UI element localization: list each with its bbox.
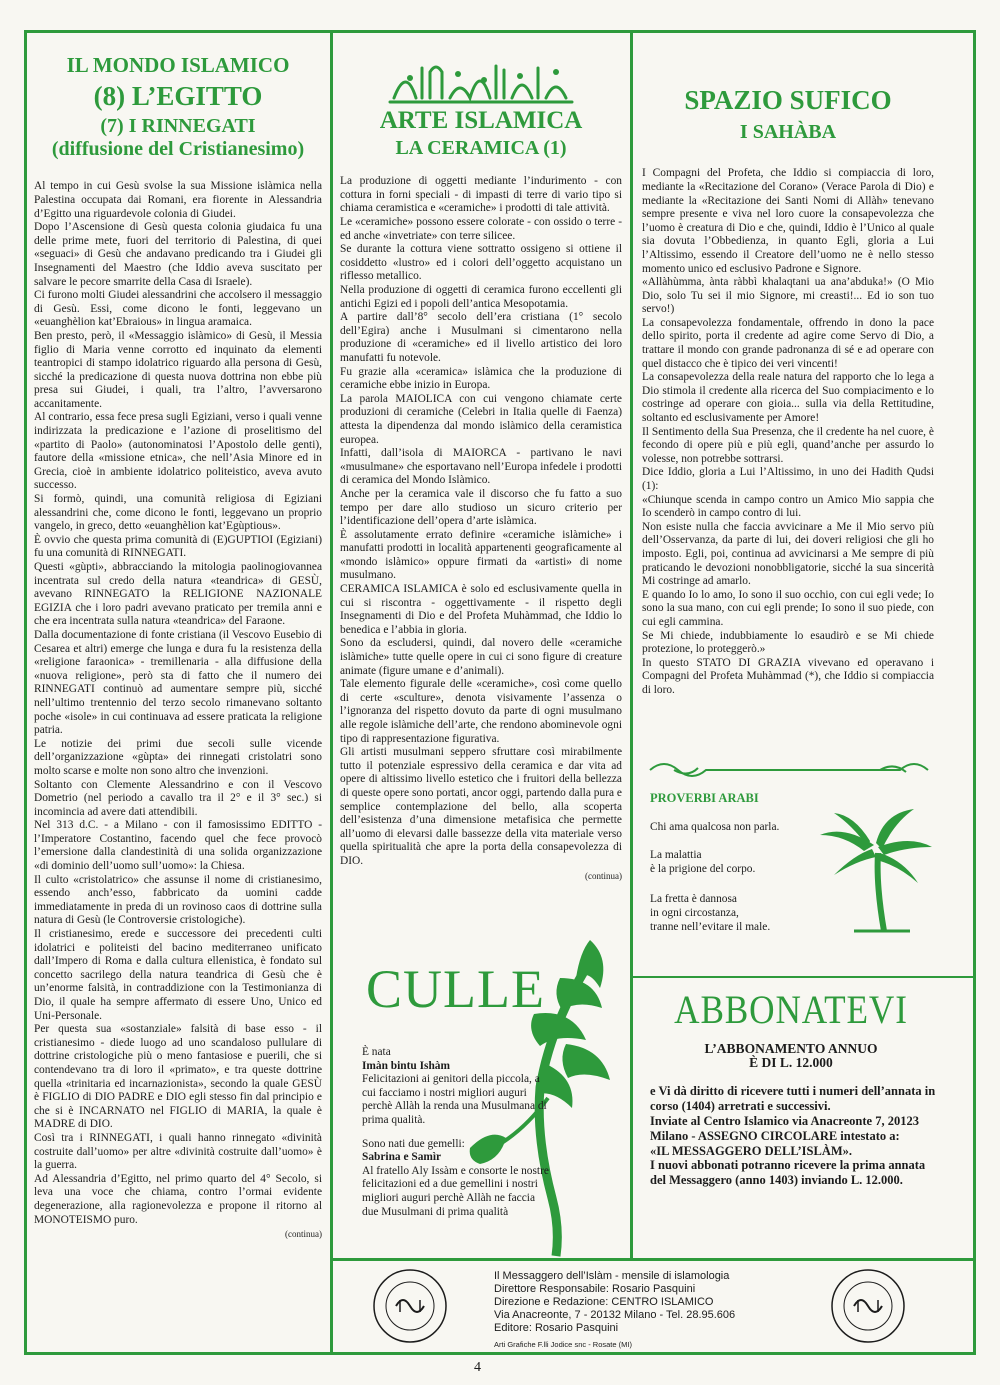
- details-line: «IL MESSAGGERO DELL’ISLÀM».: [650, 1143, 853, 1158]
- culle-line: [362, 1128, 552, 1138]
- article-subtitle-2: (diffusione del Cristianesimo): [51, 138, 305, 161]
- paragraph: Tale elemento figurale delle «ceramiche», così come quello di certe «sculture», denota visivamente l’assenza o l’ignoranza del rispetto dovuto da parte di ogni musulmano alle regole islàmiche dell’arte, che rendono abominevole ogni tipo di rappresentazione figurativa.: [340, 678, 622, 745]
- article-title: ARTE ISLAMICA: [379, 107, 583, 134]
- article-body: [642, 167, 934, 697]
- article-title: SPAZIO SUFICO: [684, 85, 892, 115]
- page-number: 4: [474, 1360, 481, 1375]
- paragraph: Infatti, dall’isola di MAIORCA - partivano le navi «musulmane» che esportavano nell’Europa infedele i prodotti di ceramica del Mondo Islàmico.: [340, 447, 622, 487]
- printer-credit: Arti Grafiche F.lli Jodice snc - Rosate (MI): [494, 1340, 632, 1349]
- paragraph: Le notizie dei primi due secoli sulle vicende dell’organizzazione «gùpta» dei rinnegati cristolatri sono molto scarse e molte non sono altro che invenzioni.: [34, 737, 322, 777]
- paragraph: Ad Alessandria d’Egitto, nel primo quarto del 4° Secolo, si leva una voce che chiama, contro l’ormai evidente degenerazione, alla ragionevolezza e propone il ritorno al MONOTEISMO puro.: [34, 1172, 322, 1226]
- culle-title: CULLE: [366, 959, 545, 1019]
- abbonatevi-divider: [630, 976, 976, 978]
- masthead-line: Il Messaggero dell’Islàm - mensile di islamologia: [494, 1270, 730, 1282]
- details-line: Inviate al Centro Islamico via Anacreonte 7, 20123 Milano - ASSEGNO CIRCOLARE intestato a:: [650, 1113, 919, 1143]
- seal-left-icon: [370, 1266, 450, 1346]
- paragraph: Anche per la ceramica vale il discorso che fu fatto a suo tempo per dare allo studioso un sicuro criterio per l’identificazione dell’opera d’arte islàmica.: [340, 487, 622, 528]
- culle-line: Sono nati due gemelli:: [362, 1137, 465, 1150]
- paragraph: È ovvio che questa prima comunità di (E)GUPTIOI (Egiziani) fu una comunità di RINNEGATI.: [34, 533, 322, 560]
- paragraph: Per questa sua «sostanziale» falsità di base esso - il cristianesimo - diede luogo ad uno scandaloso pullulare di dottrine cristologiche più o meno fantasiose e puerili, che si contendevano tra di loro il «primato», e tra queste dottrine quella «trinitaria ed incarnazionista», secondo la quale GESÙ è FIGLIO di DIO PADRE e DIO egli stesso fin dal principio e che si è INCARNATO nel FIGLIO di MARIA, la quale è MADRE di DIO.: [34, 1023, 322, 1131]
- culle-line: Al fratello Aly Issàm e consorte le nostre felicitazioni ed a due gemellini i nostri migliori auguri perchè Allàh ne faccia due Musulmani di prima qualità: [362, 1164, 549, 1218]
- column-divider-right: [630, 30, 633, 1260]
- continued-note: (continua): [585, 870, 622, 881]
- paragraph: Fu grazie alla «ceramica» islàmica che la produzione di ceramiche ebbe inizio in Europa.: [340, 365, 622, 392]
- subscription-line: L’ABBONAMENTO ANNUO: [704, 1041, 878, 1056]
- article-subtitle: (7) I RINNEGATI: [100, 115, 256, 138]
- paragraph: E quando Io lo amo, Io sono il suo occhio, con cui egli vede; Io sono la sua mano, con cui egli prende; Io sono il suo piede, con cui egli cammina.: [642, 588, 934, 628]
- paragraph: I Compagni del Profeta, che Iddio si compiaccia di loro, mediante la «Recitazione del Corano» (Verace Parola di Dio) e mediante la «Recitazione dei Santi Nomi di Allàh» tenevano sempre presente e viva nel loro cuore la consapevolezza che l’uomo è creatura di Dio e che, quindi, Iddio è l’Unico al quale sia dovuta l’Obbedienza, in quanto Egli, gloria a Lui l’Altissimo, essendo il Creatore dell’uomo ne è nello stesso momento unico ed esclusivo Padrone e Signore.: [642, 167, 934, 275]
- paragraph: La parola MAIOLICA con cui vengono chiamate certe produzioni di ceramiche (Celebri in Italia quelle di Faenza) attesta la dipendenza dal mondo islàmico della ceramistica europea.: [340, 392, 622, 446]
- paragraph: Sono da escludersi, quindi, dal novero delle «ceramiche islàmiche» tutte quelle opere in cui ci sono figure di creature animate (figure umane e d’animali).: [340, 637, 622, 677]
- flourish-divider-icon: [644, 758, 934, 782]
- culle-section: [340, 938, 622, 1258]
- article-title: (8) L’EGITTO: [93, 81, 263, 112]
- details-line: e Vi dà diritto di ricevere tutti i numeri dell’annata in corso (1404) arretrati e successivi.: [650, 1084, 936, 1114]
- culle-line: È nata: [362, 1046, 391, 1058]
- seal-right-icon: [828, 1266, 908, 1346]
- footer-divider: [330, 1258, 976, 1261]
- paragraph: Dalla documentazione di fonte cristiana (il Vescovo Eusebio di Cesarea et altri) emerge che lunga e dura fu la resistenza della «religione faraonica» - tremillenaria - alla diffusione della «nuova religione», però sta di fatto che il numero dei RINNEGATI continuò ad aumentare sempre più, sicché nell’ultimo trentennio del terzo secolo rimanevano soltanto poche «isole» in cui continuava ad essere praticata la religione patria.: [34, 628, 322, 737]
- paragraph: Gli artisti musulmani seppero sfruttare così mirabilmente tutto il potenziale espressivo della ceramica e dar vita ad opere di altissimo livello estetico che i fruitori della bellezza di queste opere sono portati, ancor oggi, partendo dalla pura e semplice contemplazione del bello, alla scoperta dell’esistenza d’una dimensione metafisica che permette all’uomo di elevarsi dalle bassezze della vita materiale verso quella spiritualità che apre la porta della consapevolezza di DIO.: [340, 746, 622, 867]
- paragraph: Il Sentimento della Sua Presenza, che il credente ha nel cuore, è fecondo di opere più e più egli, quand’anche per assurdo lo volesse, non potrebbe sottrarsi.: [642, 425, 934, 465]
- article-subtitle: I SAHÀBA: [739, 121, 837, 144]
- paragraph: La consapevolezza fondamentale, offrendo in dono la pace dello spirito, porta il credente ad agire come Servo di Dio, a trattare il mondo con grande padronanza di sé e ad operare con quel distacco che è tipico dei veri vincenti!: [642, 316, 934, 370]
- paragraph: Al tempo in cui Gesù svolse la sua Missione islàmica nella Palestina occupata dai Romani, era fiorente in Alessandria d’Egitto una riguardevole colonia di Giudei.: [34, 180, 322, 220]
- abbonatevi-title: ABBONATEVI: [674, 987, 908, 1032]
- paragraph: Si formò, quindi, una comunità religiosa di Egiziani alessandrini che, come dicono le fonti, leggevano un proprio vangelo, in greco, detto «euanghèlion kat’Egùptious».: [34, 493, 322, 533]
- paragraph: Se durante la cottura viene sottratto ossigeno si ottiene il cosiddetto «lustro» ed i colori dell’oggetto acquistano un riflesso metallico.: [340, 243, 622, 283]
- details-line: I nuovi abbonati potranno ricevere la prima annata del Messaggero (anno 1403) inviando L. 12.000.: [650, 1158, 926, 1188]
- masthead-line: Editore: Rosario Pasquini: [494, 1322, 619, 1334]
- paragraph: Non esiste nulla che faccia avvicinare a Me il Mio servo più dell’Osservanza, da parte di lui, dei doveri religiosi che gli ho imposto. Egli, poi, continua ad avvicinarsi a Me sempre di più praticando le devozioni nonobbligatorie, sicché la sua sincerità Mi costringe ad amarlo.: [642, 520, 934, 588]
- article-body: [34, 180, 322, 1227]
- paragraph: Così tra i RINNEGATI, i quali hanno rinnegato «divinità costruite dall’uomo» per altre «divinità costruite dall’uomo» è la guerra.: [34, 1131, 322, 1172]
- section-kicker: IL MONDO ISLAMICO: [66, 53, 290, 77]
- paragraph: Il cristianesimo, erede e successore dei precedenti culti idolatrici e politeisti del bacino mediterraneo unificato dall’Impero di Roma e dalla cultura ellenistica, è fondato sul concetto sacrilego della natura teandrica di Gesù che è un’enorme falsità, in contraddizione con la Testimonianza di Dio, il quale ha sempre affermato di essere Uno, Unico ed Uni-Personale.: [34, 928, 322, 1022]
- culle-line: Felicitazioni ai genitori della piccola, a cui facciamo i nostri migliori auguri perchè Allàh la renda una Musulmana di prima qualità.: [362, 1073, 547, 1126]
- subscription-price: È DI L. 12.000: [749, 1055, 833, 1071]
- continued-note: (continua): [285, 1229, 322, 1240]
- column-spazio-sufico: [642, 48, 934, 698]
- paragraph: «Chiunque scenda in campo contro un Amico Mio sappia che Io scenderò in campo contro di lui.: [642, 493, 934, 520]
- column-divider-left: [330, 30, 333, 1355]
- paragraph: Questi «gùpti», abbracciando la mitologia paolinogiovannea incentrata sul credo della natura «teandrica» di GESÙ, avevano RINNEGATO la RELIGIONE NAZIONALE EGIZIA che i loro padri avevano praticato per tremila anni e che era incentrata sulla natura «teandrica» del Faraone.: [34, 561, 322, 628]
- paragraph: «Allàhùmma, ànta ràbbì khalaqtani ua ana’abduka!» (O Mio Dio, solo Tu sei il mio Signore, mi creasti!... Ed io son tuo servo!): [642, 276, 934, 316]
- paragraph: Ci furono molti Giudei alessandrini che accolsero il messaggio di Gesù. Essi, come dicono le fonti, leggevano un «euanghèlion kat’Ebraious» in lingua aramaica.: [34, 289, 322, 329]
- paragraph: Nella produzione di oggetti di ceramica furono eccellenti gli antichi Egizi ed i popoli dell’antica Mesopotamia.: [340, 284, 622, 310]
- masthead-text: [494, 1270, 735, 1335]
- proverb-line: La fretta è dannosa: [650, 893, 737, 905]
- paragraph: Se Mi chiede, indubbiamente lo esaudirò e se Mi chiede protezione, lo proteggerò.»: [642, 629, 934, 656]
- subscription-details: [650, 1084, 936, 1188]
- paragraph: Al contrario, essa fece presa sugli Egiziani, verso i quali venne indirizzata la predicazione e l’azione di proselitismo del «partito di Paolo» (autonominatosi l’Apostolo delle genti), fautore della «missione etnica», che nell’Asia Minore ed in Grecia, cioè in ambiente idolatrico politeistico, aveva avuto successo.: [34, 411, 322, 492]
- masthead-line: Direzione e Redazione: CENTRO ISLAMICO: [494, 1296, 714, 1308]
- proverb-line: Chi ama qualcosa non parla.: [650, 821, 780, 833]
- paragraph: Dopo l’Ascensione di Gesù questa colonia giudaica fu una delle prime mete, fuori del territorio di Palestina, di quei «seguaci» di Gesù che andavano predicando tra i Giudei gli Insegnamenti del Maestro (che Iddio aveva suscitato per salvare le pecore smarrite della Casa di Israele).: [34, 221, 322, 288]
- culle-name: Imàn bintu Ishàm: [362, 1059, 450, 1072]
- column-mondo-islamico: [34, 48, 322, 1239]
- article-subtitle: LA CERAMICA (1): [395, 137, 567, 160]
- paragraph: La produzione di oggetti mediante l’indurimento - con cottura in forni speciali - di impasti di terre di vario tipo si chiama ceramistica e «ceramiche» i prodotti di tale attività.: [340, 175, 622, 215]
- proverb-line: è la prigione del corpo.: [650, 863, 756, 875]
- paragraph: Nel 313 d.C. - a Milano - con il famosissimo EDITTO - l’Imperatore Costantino, facendo quel che fece provocò l’emersione dalla clandestinità di una solida organizzazione «di dominio dell’uomo sull’uomo»: la Chiesa.: [34, 819, 322, 873]
- paragraph: La consapevolezza della reale natura del rapporto che lo lega a Dio stimola il credente alla ricerca del Suo compiacimento e lo costringe ad operare con gioia... sulla via della Rettitudine, soltanto ed esclusivamente per Amore!: [642, 371, 934, 425]
- paragraph: Dice Iddio, gloria a Lui l’Altissimo, in uno dei Hadith Qudsi (1):: [642, 466, 934, 492]
- paragraph: Le «ceramiche» possono essere colorate - con ossido o terre - ed anche «invetriate» con terre silicee.: [340, 216, 622, 242]
- column-arte-islamica: [340, 48, 622, 881]
- paragraph: A partire dall’8° secolo dell’era cristiana (1° secolo dell’Egira) anche i Musulmani si cimentarono nella produzione di «ceramiche» ed il livello artistico dei loro manufatti fu notevole.: [340, 311, 622, 364]
- abbonatevi-section: [646, 987, 936, 1188]
- paragraph: Il culto «cristolatrico» che assunse il nome di cristianesimo, essendo anch’esso, fabbricato da uomini cadde immediatamente in preda di un rovinoso caos di dottrine sulla natura di Gesù (le Controversie cristologiche).: [34, 873, 322, 927]
- masthead-line: Via Anacreonte, 7 - 20132 Milano - Tel. 28.95.606: [494, 1309, 736, 1321]
- paragraph: È assolutamente errato definire «ceramiche islàmiche» i manufatti prodotti in località appartenenti geograficamente al «mondo islàmico» oppure firmati da «artisti» di nome musulmano.: [340, 528, 622, 582]
- paragraph: Ben presto, però, il «Messaggio islàmico» di Gesù, il Messia figlio di Maria venne corrotto ed inquinato da elementi teantropici di stampo idolatrico riguardo alla persona di Gesù, sicché la predicazione di questa nuova dottrina non ebbe più presa sui Giudei, i quali, tra l’altro, l’avversarono accanitamente.: [34, 329, 322, 410]
- culle-name: Sabrina e Samìr: [362, 1151, 442, 1164]
- paragraph: CERAMICA ISLAMICA è solo ed esclusivamente quella in cui si riscontra - oggettivamente - il rispetto degli Insegnamenti di Dio e del Profeta Muhàmmad, che Iddio lo benedica e l’abbia in gloria.: [340, 583, 622, 636]
- article-body: [340, 175, 622, 868]
- basmala-calligraphy-icon: [386, 58, 576, 108]
- culle-text: [362, 1046, 552, 1219]
- proverb-line: tranne nell’evitare il male.: [650, 921, 771, 933]
- proverbi-section: [646, 785, 934, 955]
- paragraph: In questo STATO DI GRAZIA vivevano ed operavano i Compagni del Profeta Muhàmmad (*), che Iddio si compiaccia di loro.: [642, 656, 934, 696]
- proverb-line: La malattia: [650, 849, 702, 861]
- paragraph: Soltanto con Clemente Alessandrino e con il Vescovo Dometrio (nel periodo a cavallo tra il 2° e il 3° sec.) si incomincia ad avere dati attendibili.: [34, 778, 322, 818]
- proverb-line: in ogni circostanza,: [650, 907, 739, 919]
- masthead-line: Direttore Responsabile: Rosario Pasquini: [494, 1283, 696, 1295]
- palm-tree-icon: [814, 805, 934, 935]
- proverbi-title: PROVERBI ARABI: [650, 791, 759, 805]
- masthead-footer: [340, 1262, 936, 1352]
